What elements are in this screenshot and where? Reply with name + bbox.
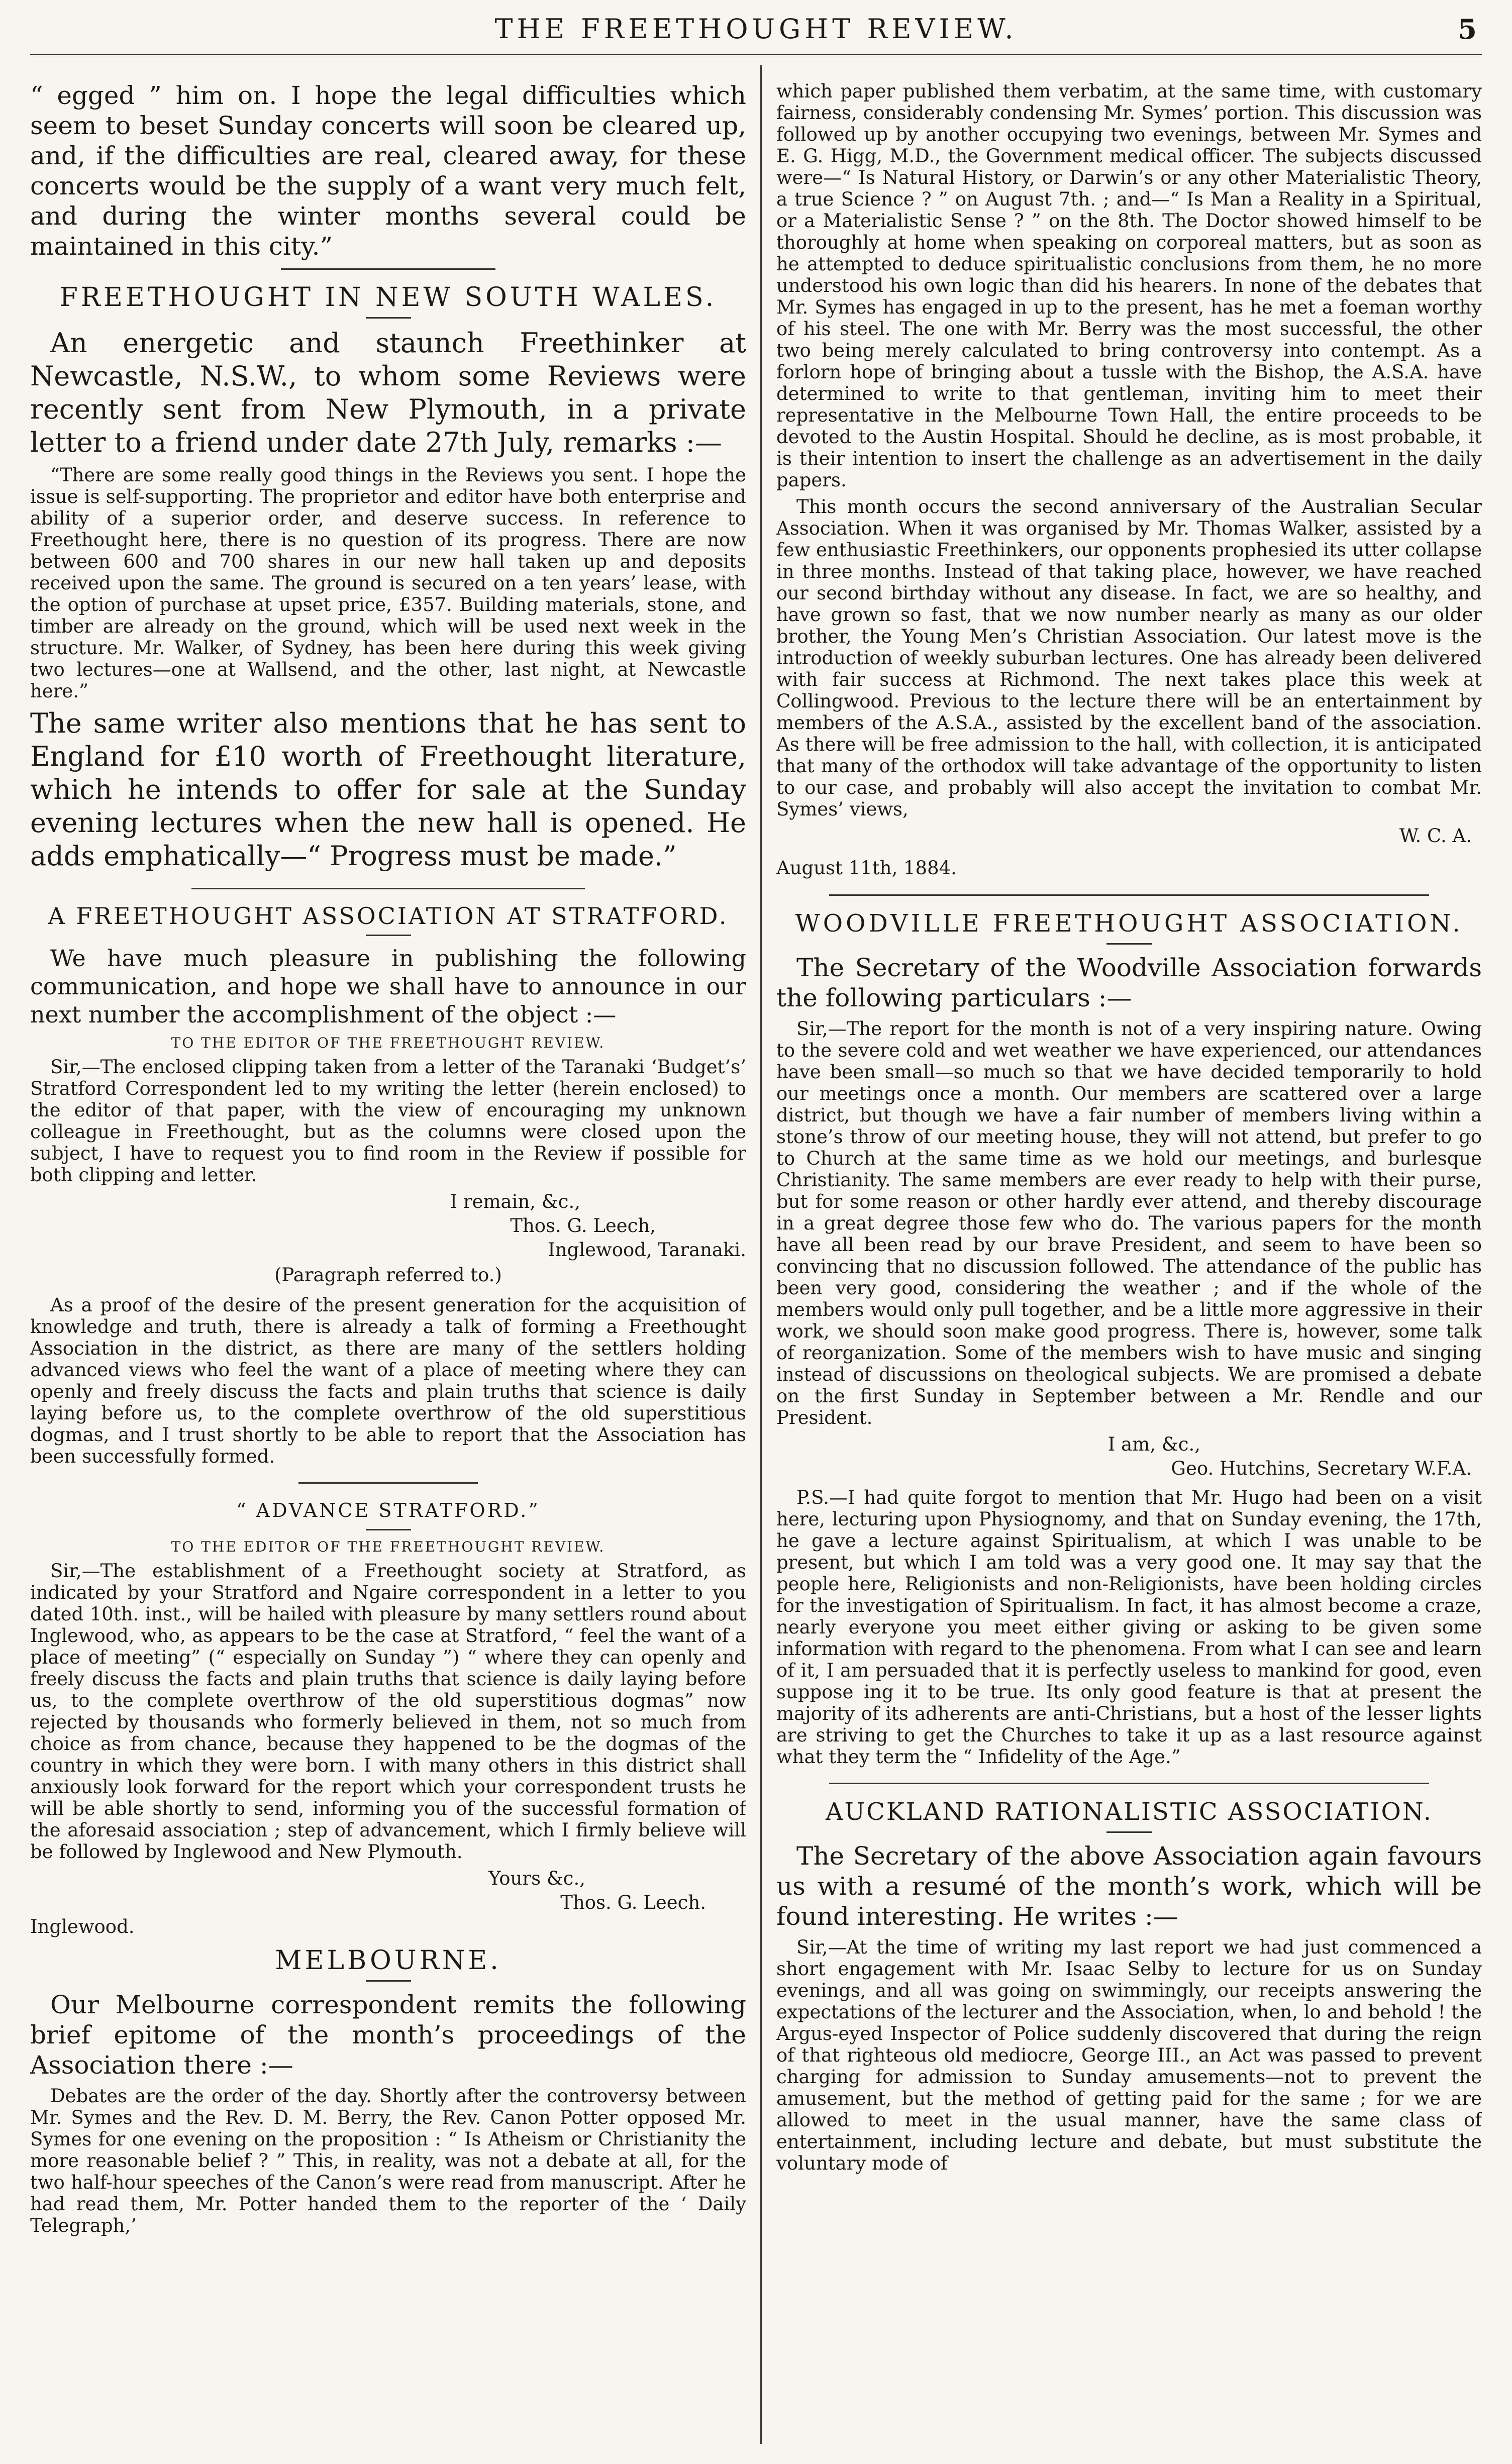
auckland-lead: The Secretary of the above Association again favours us with a resumé of the month’s work, which will be found interesting. He writes :— (776, 1841, 1482, 1931)
letter-closing: I am, &c., (1107, 1433, 1200, 1455)
heading-dash (366, 935, 411, 936)
letter-signer: Thos. G. Leech, (510, 1215, 656, 1237)
auckland-letter: Sir,—At the time of writing my last report we had just commenced a short engagement with Mr. Isaac Selby to lecture for us on Sunday evenings, and all was going on swimmingly, our receipts answering the expectations of the lecturer and the Association, when, lo and behold ! the Argus-eyed Inspector of Police suddenly discovered that during the reign of that righteous old mediocre, George III., an Act was passed to prevent charging for admission to Sunday amusements—not to prevent the amusement, but the method of getting paid for the same ; for we are allowed to meet in the usual manner, have the same class of entertainment, including lecture and debate, but must substitute the voluntary mode of (776, 1936, 1482, 2174)
publication-title: THE FREETHOUGHT REVIEW. (494, 13, 1018, 45)
dateline: August 11th, 1884. (776, 857, 957, 879)
nsw-quote: “There are some really good things in the Reviews you sent. I hope the issue is self-supporting. The proprietor and editor have both enterprise and ability of a superior order, and deserve success. In reference to Freethought here, there is no question of its progress. There are now between 600 and 700 shares in our new hall taken up and deposits received upon the same. The ground is secured on a ten years’ lease, with the option of purchase at upset price, £357. Building materials, stone, and timber are already on the ground, which will be used next week in the structure. Mr. Walker, of Sydney, has been here during this week giving two lectures—one at Wallsend, and the other, last night, at Newcastle here.” (30, 464, 746, 702)
stratford-lead: We have much pleasure in publishing the following communication, and hope we shall have to announce in our next number the accomplishment of the object :— (30, 945, 746, 1028)
article-heading-melbourne: MELBOURNE. (275, 1945, 501, 1976)
section-divider (281, 268, 496, 270)
stratford-letter: Sir,—The enclosed clipping taken from a letter of the Taranaki ‘Budget’s’ Stratford Correspondent led to my writing the letter (herein enclosed) to the editor of that paper, with the view of encouraging my unknown colleague in Freethought, but as the columns were closed upon the subject, I have to request you to find room in the Review if possible for both clipping and letter. (30, 1056, 746, 1186)
column-divider (760, 65, 762, 2444)
section-divider (191, 888, 585, 889)
melbourne-paragraph: Debates are the order of the day. Shortly after the controversy between Mr. Symes and the Rev. D. M. Berry, the Rev. Canon Potter opposed Mr. Symes for one evening on the proposition : “ Is Atheism or Christianity the more reasonable belief ? ” This, in reality, was not a debate at all, for the two half-hour speeches of the Canon’s were read from manuscript. After he had read them, Mr. Potter handed them to the reporter of the ‘ Daily Telegraph,’ (30, 2085, 746, 2236)
letter-heading: TO THE EDITOR OF THE FREETHOUGHT REVIEW. (171, 1035, 606, 1051)
article-heading-auckland: AUCKLAND RATIONALISTIC ASSOCIATION. (825, 1798, 1433, 1826)
continued-paragraph: “ egged ” him on. I hope the legal difficulties which seem to beset Sunday concerts will soon be cleared up, and, if the difficulties are real, cleared away, for these concerts would be the supply of a want very much felt, and during the winter months several could be maintained in this city.” (30, 81, 746, 261)
article-heading-nsw: FREETHOUGHT IN NEW SOUTH WALES. (59, 282, 717, 313)
advance-letter: Sir,—The establishment of a Freethought society at Stratford, as indicated by your Stratford and Ngaire correspondent in a letter to you dated 10th. inst., will be hailed with pleasure by many settlers round about Inglewood, who, as appears to be the case at Stratford, “ feel the want of a place of meeting” (“ especially on Sunday ”) “ where they can openly and freely discuss the facts and plain truths that science is daily laying before us, to the complete overthrow of the old superstitious dogmas” now rejected by thousands who formerly believed in them, not so much from choice as from chance, because they happened to be the dogmas of the country in which they were born. I with many others in this district shall anxiously look forward for the report which your correspondent trusts he will be able shortly to send, informing you of the successful formation of the aforesaid association ; step of advancement, which I firmly believe will be followed by Inglewood and New Plymouth. (30, 1560, 746, 1863)
paragraph-reference: (Paragraph referred to.) (274, 1264, 502, 1286)
stratford-paragraph: As a proof of the desire of the present generation for the acquisition of knowledge and truth, there is already a talk of forming a Freethought Association in the district, as there are many of the settlers holding advanced views who feel the want of a place of meeting where they can openly and freely discuss the facts and plain truths that science is daily laying before us, to the complete overthrow of the old superstitious dogmas, and I trust shortly to be able to report that the Association has been successfully formed. (30, 1294, 746, 1467)
woodville-postscript: P.S.—I had quite forgot to mention that Mr. Hugo had been on a visit here, lecturing upon Physiognomy, and that on Sunday evening, the 17th, he gave a lecture against Spiritualism, at which I was unable to be present, but which I am told was a very good one. It may say that the people here, Religionists and non-Religionists, have been holding circles for the investigation of Spiritualism. In fact, it has almost become a craze, nearly everyone you meet either giving or asking to be given some information with regard to the phenomena. From what I can see and learn of it, I am persuaded that it is perfectly useless to mankind for good, even suppose ing it to be true. Its only good feature is that at present the majority of its adherents are anti-Christians, but a host of the lesser lights are striving to get the Churches to take it up as a last resource against what they term the “ Infidelity of the Age.” (776, 1487, 1482, 1768)
woodville-lead: The Secretary of the Woodville Association forwards the following particulars :— (776, 953, 1482, 1012)
melbourne-lead: Our Melbourne correspondent remits the following brief epitome of the month’s proceedings of the Association there :— (30, 1990, 746, 2080)
header-rule (30, 54, 1482, 56)
right-column (776, 80, 1482, 2444)
section-divider (829, 1783, 1429, 1784)
left-column (30, 80, 746, 2444)
melbourne-anniversary: This month occurs the second anniversary of the Australian Secular Association. When it was organised by Mr. Thomas Walker, assisted by a few enthusiastic Freethinkers, our opponents prophesied its utter collapse in three months. Instead of that taking place, however, we have reached our second birthday without any disease. In fact, we are so healthy, and have grown so fast, that we now number nearly as many as our older brother, the Young Men’s Christian Association. Our latest move is the introduction of weekly suburban lectures. One has already been delivered with fair success at Richmond. The next takes place this week at Collingwood. Previous to the lecture there will be an entertainment by members of the A.S.A., assisted by the excellent band of the association. As there will be free admission to the hall, with collection, it is anticipated that many of the orthodox will take advantage of the opportunity to listen to our case, and probably will also accept the invitation to combat Mr. Symes’ views, (776, 496, 1482, 820)
section-divider (298, 1482, 477, 1484)
melbourne-continued: which paper published them verbatim, at the same time, with customary fairness, considerably condensing Mr. Symes’ portion. This discussion was followed up by another occupying two evenings, between Mr. Symes and E. G. Higg, M.D., the Government medical officer. The subjects discussed were—“ Is Natural History, or Darwin’s or any other Materialistic Theory, a true Science ? ” on August 7th. ; and—“ Is Man a Reality in a Spiritual, or a Materialistic Sense ? ” on the 8th. The Doctor showed himself to be thoroughly at home when speaking on corporeal matters, but as soon as he attempted to deduce spiritualistic conclusions from them, he no more understood his own logic than did his hearers. In none of the debates that Mr. Symes has engaged in up to the present, has he met a foeman worthy of his steel. The one with Mr. Berry was the most successful, the other two being merely calculated to bring controversy into contempt. As a forlorn hope of bringing about a tussle with the Bishop, the A.S.A. have determined to write to that gentleman, inviting him to meet their representative in the Melbourne Town Hall, the entire proceeds to be devoted to the Austin Hospital. Should he decline, as is most probable, it is their intention to insert the challenge as an advertisement in the daily papers. (776, 80, 1482, 491)
letter-closing: Yours &c., (488, 1868, 585, 1889)
letter-signer-place: Inglewood, Taranaki. (548, 1239, 746, 1261)
letter-heading: TO THE EDITOR OF THE FREETHOUGHT REVIEW. (171, 1538, 606, 1555)
nsw-lead: An energetic and staunch Freethinker at Newcastle, N.S.W., to whom some Reviews were recently sent from New Plymouth, in a private letter to a friend under date 27th July, remarks :— (30, 327, 746, 458)
article-heading-woodville: WOODVILLE FREETHOUGHT ASSOCIATION. (795, 909, 1463, 938)
heading-dash (366, 1529, 411, 1530)
woodville-letter: Sir,—The report for the month is not of a very inspiring nature. Owing to the severe cold and wet weather we have experienced, our attendances have been small—so much so that we have decided temporarily to hold our meetings once a month. Our members are scattered over a large district, but though we have a fair number of members living within a stone’s throw of our meeting house, they will not attend, but prefer to go to Church at the same time as we hold our meetings, and burlesque Christianity. The same members are ever ready to help with their purse, but for some reason or other hardly ever attend, and thereby discourage in a great degree those few who do. The various papers for the month have all been read by our brave President, and seem to have been so convincing that no discussion followed. The attendance of the public has been very good, considering the weather ; and if the whole of the members would only pull together, and be a little more aggressive in their work, we should soon make good progress. There is, however, some talk of reorganization. Some of the members wish to have music and singing instead of discussions on theological subjects. We are promised a debate on the first Sunday in September between a Mr. Rendle and our President. (776, 1018, 1482, 1428)
heading-dash (1106, 943, 1152, 945)
correspondent-initials: W. C. A. (1399, 825, 1472, 847)
section-divider (829, 894, 1429, 896)
running-head (30, 9, 1482, 49)
page-number: 5 (1458, 13, 1477, 45)
letter-closing: I remain, &c., (450, 1191, 580, 1212)
heading-dash (1106, 1831, 1152, 1833)
heading-dash (366, 1980, 411, 1982)
article-heading-advance: “ ADVANCE STRATFORD.” (236, 1499, 540, 1521)
article-heading-stratford: A FREETHOUGHT ASSOCIATION AT STRATFORD. (48, 902, 729, 930)
nsw-close: The same writer also mentions that he has sent to England for £10 worth of Freethought literature, which he intends to offer for sale at the Sunday evening lectures when the new hall is opened. He adds emphatically—“ Progress must be made.” (30, 707, 746, 872)
heading-dash (366, 317, 411, 319)
letter-signer: Geo. Hutchins, Secretary W.F.A. (1171, 1458, 1472, 1479)
letter-signer: Thos. G. Leech. (560, 1892, 706, 1913)
letter-place: Inglewood. (30, 1916, 135, 1937)
